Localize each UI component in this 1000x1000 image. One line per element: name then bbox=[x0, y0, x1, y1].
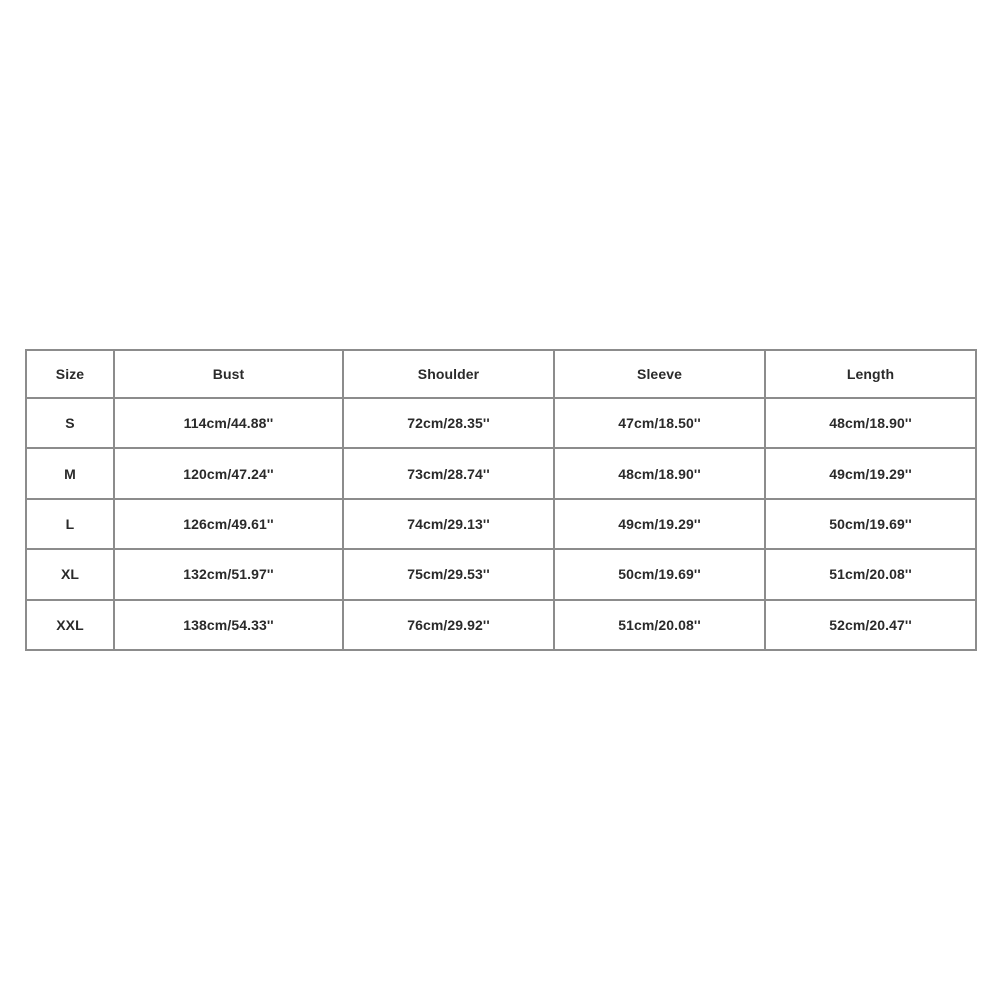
cell-size: L bbox=[26, 499, 114, 549]
table-row bbox=[26, 448, 976, 498]
header-length: Length bbox=[765, 350, 976, 398]
cell-length: 51cm/20.08'' bbox=[765, 549, 976, 599]
cell-length: 50cm/19.69'' bbox=[765, 499, 976, 549]
header-bust: Bust bbox=[114, 350, 343, 398]
cell-size: M bbox=[26, 448, 114, 498]
cell-sleeve: 50cm/19.69'' bbox=[554, 549, 765, 599]
cell-bust: 126cm/49.61'' bbox=[114, 499, 343, 549]
cell-size: S bbox=[26, 398, 114, 448]
table-row bbox=[26, 499, 976, 549]
cell-bust: 138cm/54.33'' bbox=[114, 600, 343, 650]
cell-length: 48cm/18.90'' bbox=[765, 398, 976, 448]
cell-shoulder: 75cm/29.53'' bbox=[343, 549, 554, 599]
cell-shoulder: 73cm/28.74'' bbox=[343, 448, 554, 498]
table-row bbox=[26, 549, 976, 599]
cell-length: 49cm/19.29'' bbox=[765, 448, 976, 498]
size-chart-table bbox=[25, 349, 977, 651]
cell-sleeve: 49cm/19.29'' bbox=[554, 499, 765, 549]
table-row bbox=[26, 398, 976, 448]
cell-size: XXL bbox=[26, 600, 114, 650]
size-chart-body bbox=[26, 398, 976, 650]
cell-length: 52cm/20.47'' bbox=[765, 600, 976, 650]
cell-shoulder: 72cm/28.35'' bbox=[343, 398, 554, 448]
cell-sleeve: 48cm/18.90'' bbox=[554, 448, 765, 498]
table-row bbox=[26, 600, 976, 650]
cell-bust: 114cm/44.88'' bbox=[114, 398, 343, 448]
header-size: Size bbox=[26, 350, 114, 398]
cell-shoulder: 76cm/29.92'' bbox=[343, 600, 554, 650]
cell-bust: 132cm/51.97'' bbox=[114, 549, 343, 599]
header-row bbox=[26, 350, 976, 398]
cell-shoulder: 74cm/29.13'' bbox=[343, 499, 554, 549]
cell-size: XL bbox=[26, 549, 114, 599]
header-shoulder: Shoulder bbox=[343, 350, 554, 398]
cell-sleeve: 47cm/18.50'' bbox=[554, 398, 765, 448]
size-chart-header bbox=[26, 350, 976, 398]
cell-bust: 120cm/47.24'' bbox=[114, 448, 343, 498]
header-sleeve: Sleeve bbox=[554, 350, 765, 398]
cell-sleeve: 51cm/20.08'' bbox=[554, 600, 765, 650]
